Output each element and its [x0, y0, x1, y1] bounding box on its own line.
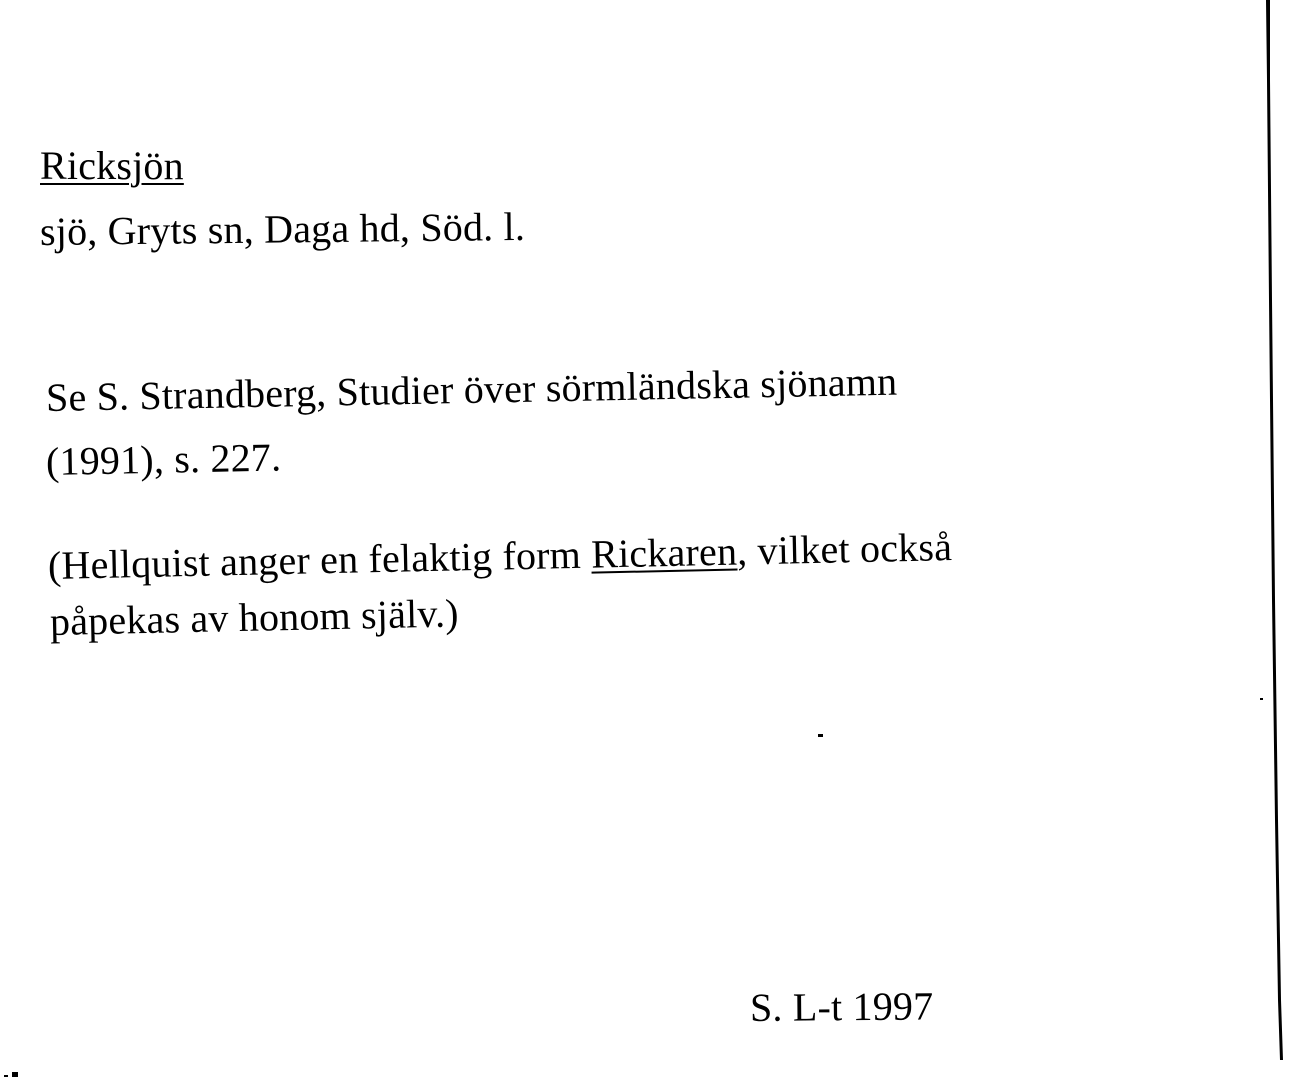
reference-line-2: (1991), s. 227.: [45, 434, 282, 484]
note-line-1: [47, 524, 953, 588]
scan-speck: [12, 1072, 18, 1077]
scan-speck: [1260, 698, 1263, 700]
note-text-before: (Hellquist anger en felaktig form: [47, 531, 592, 588]
scan-speck: [818, 734, 823, 737]
headword-title: Ricksjön: [40, 143, 184, 188]
note-line-2: påpekas av honom själv.): [49, 590, 460, 644]
reference-line-1: Se S. Strandberg, Studier över sörmländska sjönamn: [45, 358, 898, 420]
underlined-form-name: Rickaren: [590, 528, 738, 577]
scan-speck: [4, 1075, 8, 1077]
signature: S. L-t 1997: [749, 983, 934, 1030]
note-text-after: , vilket också: [736, 524, 953, 574]
location-line: sjö, Gryts sn, Daga hd, Söd. l.: [39, 203, 526, 254]
scan-edge-line: [1262, 0, 1292, 1060]
